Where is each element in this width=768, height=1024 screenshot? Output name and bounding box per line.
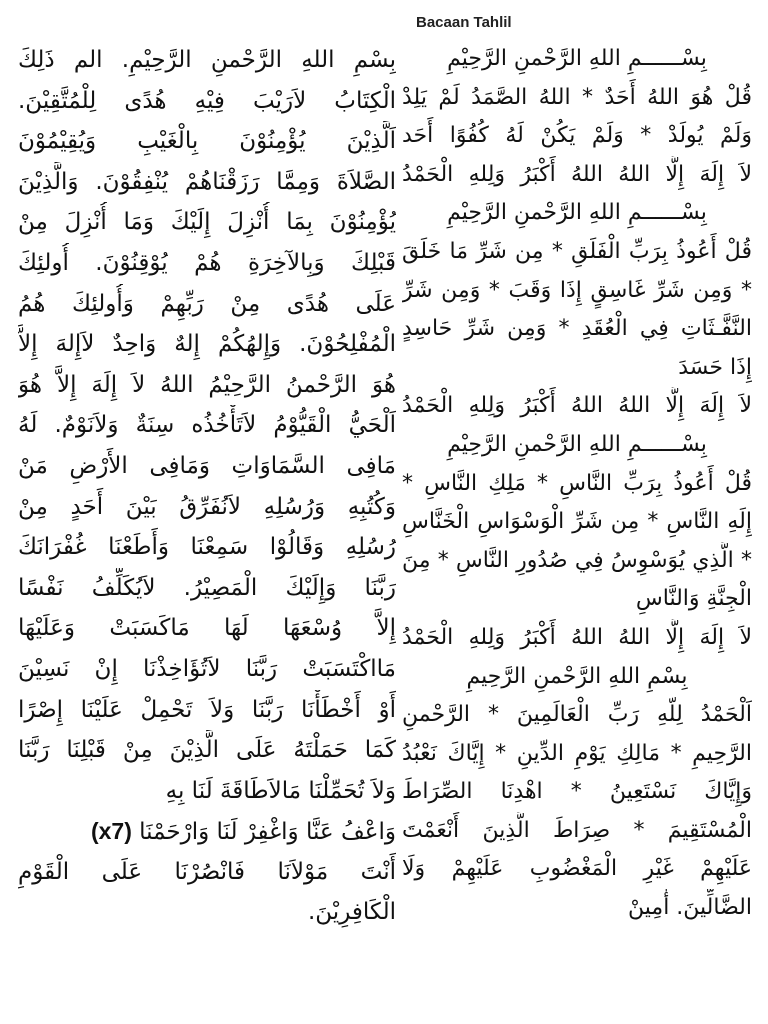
arabic-text: النَّفَّـثَاتِ فِي الْعُقَدِ * وَمِن شَرِّ حَاسِدٍ [402, 316, 752, 342]
arabic-text: الصَّلاَةَ وَمِمَّا رَزَقْنَاهُمْ يُنْفِقُوْنَ. وَالَّذِيْنَ [18, 168, 396, 195]
text-line [402, 349, 752, 388]
arabic-text: رُسُلِهِ وَقَالُوْا سَمِعْنَا وَأَطَعْنَا غُفْرَانَكَ [18, 534, 396, 561]
text-line [18, 405, 396, 446]
arabic-text: الْمُسْتَقِيمَ * صِرَاطَ الَّذِينَ أَنْعَمْتَ [402, 817, 752, 843]
text-line [18, 730, 396, 771]
arabic-text: يُؤْمِنُوْنَ بِمَا أُنْزِلَ إِلَيْكَ وَمَا أُنْزِلَ مِنْ [18, 209, 396, 236]
arabic-text: مَااكْتَسَبَتْ رَبَّنَا لاَتُؤَاخِذْنَا إِنْ نَسِيْنَ [18, 655, 396, 682]
arabic-text: عَلَى هُدًى مِنْ رَبِّهِمْ وَأُولئِكَ هُمُ [18, 290, 396, 317]
arabic-text: بِسْــــــمِ اللهِ الرَّحْمنِ الرَّحِيْمِ [447, 46, 707, 71]
arabic-text: الْكَافِرِيْنَ. [307, 899, 396, 926]
text-line [402, 426, 752, 465]
arabic-text: الْجِنَّةِ وَالنَّاسِ [635, 586, 752, 612]
text-line [18, 40, 396, 81]
arabic-text: لاَ إِلَهَ إِلَّا اللهُ اللهُ أَكْبَرُ وَلِلهِ الْحَمْدُ [402, 624, 752, 650]
right-text-column [402, 40, 752, 928]
left-text-column [18, 40, 396, 933]
arabic-text: لاَ إِلَهَ إِلَّا اللهُ اللهُ أَكْبَرُ وَلِلهِ الْحَمْدُ [402, 161, 752, 187]
arabic-text: إِذَا حَسَدَ [678, 354, 752, 380]
arabic-text: بِسْمِ اللهِ الرَّحْمنِ الرَّحِيمِ [466, 663, 688, 689]
text-line [18, 202, 396, 243]
arabic-text: أَنْتَ مَوْلاَنَا فَانْصُرْنَا عَلَى الْقَوْمِ [18, 858, 396, 885]
text-line [402, 812, 752, 851]
text-line [18, 568, 396, 609]
text-line [18, 162, 396, 203]
text-line [18, 121, 396, 162]
arabic-text: اَلْحَمْدُ لِلّهِ رَبِّ الْعَالَمِينَ * الرَّحْمنِ [402, 702, 752, 728]
arabic-text: أَوْ أَخْطَأْنَا رَبَّنَا وَلاَ تَحْمِلْ عَلَيْنَا إِصْرًا [18, 696, 396, 723]
text-line [18, 446, 396, 487]
text-line [402, 658, 752, 697]
text-line [18, 487, 396, 528]
arabic-text: وَاعْفُ عَنَّا وَاغْفِرْ لَنَا وَارْحَمْنَا [139, 819, 396, 846]
text-line [402, 735, 752, 774]
text-line [402, 272, 752, 311]
text-line [18, 365, 396, 406]
arabic-text: وَإِيَّاكَ نَسْتَعِينُ * اهْدِنَا الصِّرَاطَ [402, 779, 752, 805]
arabic-text: اَلَّذِيْنَ يُؤْمِنُوْنَ بِالْغَيْبِ وَيُقِيْمُوْنَ [18, 128, 396, 155]
arabic-text: اَلْحَيُّ الْقَيُّوْمُ لاَتَأْخُذُه سِنَةٌ وَلاَنَوْمٌ. لَهُ [18, 412, 396, 439]
text-line [402, 773, 752, 812]
text-line [402, 889, 752, 928]
arabic-text: إِلاَّ وُسْعَهَا لَهَا مَاكَسَبَتْ وَعَلَيْهَا [18, 615, 396, 642]
arabic-text: بِسْــــــمِ اللهِ الرَّحْمنِ الرَّحِيْمِ [447, 431, 707, 457]
text-line [18, 771, 396, 812]
arabic-text: إِلَهِ النَّاسِ * مِن شَرِّ الْوَسْوَاسِ الْخَنَّاسِ [402, 509, 752, 535]
text-line [18, 243, 396, 284]
text-line [402, 310, 752, 349]
text-line [402, 156, 752, 195]
arabic-text: مَافِى السَّمَاوَاتِ وَمَافِى الأَرْضِ مَنْ [18, 452, 396, 479]
text-line [18, 852, 396, 893]
arabic-text: كَمَا حَمَلْتَهُ عَلَى الَّذِيْنَ مِنْ قَبْلِنَا رَبَّنَا [18, 737, 396, 764]
arabic-text: هُوَ الرَّحْمنُ الرَّحِيْمُ اللهُ لاَ إِلَهَ إِلاَّ هُوَ [18, 371, 396, 398]
arabic-text: قَبْلِكَ وَبِالآخِرَةِ هُمْ يُوْقِنُوْنَ. أُولئِكَ [18, 249, 396, 276]
arabic-text: قُلْ أَعُوذُ بِرَبِّ الْفَلَقِ * مِن شَرِّ مَا خَلَقَ [402, 238, 752, 264]
arabic-text: لاَ إِلَهَ إِلَّا اللهُ اللهُ أَكْبَرُ وَلِلهِ الْحَمْدُ [402, 393, 752, 419]
text-line [402, 387, 752, 426]
arabic-text: وَكُتُبِهِ وَرُسُلِهِ لاَنُفَرِّقُ بَيْنَ أَحَدٍ مِنْ [18, 493, 396, 520]
arabic-text: رَبَّنَا وَإِلَيْكَ الْمَصِيْرُ. لاَيُكَلِّفُ نَفْسًا [18, 574, 396, 601]
arabic-text: الضَّالِّينَ. أٰمِينْ [628, 895, 752, 921]
arabic-text: قُلْ أَعُوذُ بِرَبِّ النَّاسِ * مَلِكِ النَّاسِ * [402, 470, 752, 496]
text-line [402, 40, 752, 79]
text-line [18, 284, 396, 325]
text-line [18, 527, 396, 568]
text-line [18, 690, 396, 731]
text-line [402, 503, 752, 542]
arabic-text: الْكِتَابُ لاَرَيْبَ فِيْهِ هُدًى لِلْمُتَّقِيْنَ. [18, 87, 396, 114]
repeat-count-label: (x7) [90, 818, 132, 845]
arabic-text: بِسْــــــمِ اللهِ الرَّحْمنِ الرَّحِيْمِ [447, 200, 707, 226]
arabic-text: * وَمِن شَرِّ غَاسِقٍ إِذَا وَقَبَ * وَمِن شَرِّ [402, 277, 752, 303]
arabic-text: وَلاَ تُحَمِّلْنَا مَالاَطَاقَةَ لَنَا بِهِ [165, 777, 396, 804]
text-line [18, 81, 396, 122]
arabic-text: وَلَمْ يُولَدْ * وَلَمْ يَكُنْ لَهُ كُفُوًا أَحَد [402, 123, 752, 149]
text-line [402, 580, 752, 619]
text-line [402, 233, 752, 272]
text-line [402, 542, 752, 581]
text-line [18, 892, 396, 933]
text-line [402, 79, 752, 118]
page-title: Bacaan Tahlil [416, 14, 512, 31]
arabic-text: قُلْ هُوَ اللهُ أَحَدٌ * اللهُ الصَّمَدُ لَمْ يَلِدْ [402, 84, 752, 110]
text-line [18, 649, 396, 690]
arabic-text: الرَّحِيمِ * مَالِكِ يَوْمِ الدِّينِ * إِيَّاكَ نَعْبُدُ [402, 740, 752, 766]
arabic-text: * الَّذِي يُوَسْوِسُ فِي صُدُورِ النَّاسِ * مِنَ [402, 547, 752, 573]
text-line [18, 608, 396, 649]
text-line [402, 194, 752, 233]
arabic-text: بِسْمِ اللهِ الرَّحْمنِ الرَّحِيْمِ. الم ذَلِكَ [18, 47, 396, 73]
text-line [402, 619, 752, 658]
text-line [18, 324, 396, 365]
text-line [402, 465, 752, 504]
text-line [402, 850, 752, 889]
arabic-text: الْمُفْلِحُوْنَ. وَإِلهُكُمْ إِلهٌ وَاحِدٌ لاَإِلهَ إِلاَّ [18, 331, 396, 358]
arabic-text: عَلَيْهِمْ غَيْرِ الْمَغْضُوبِ عَلَيْهِمْ وَلَا [402, 856, 752, 882]
text-line [402, 117, 752, 156]
text-line [18, 811, 396, 852]
text-line [402, 696, 752, 735]
